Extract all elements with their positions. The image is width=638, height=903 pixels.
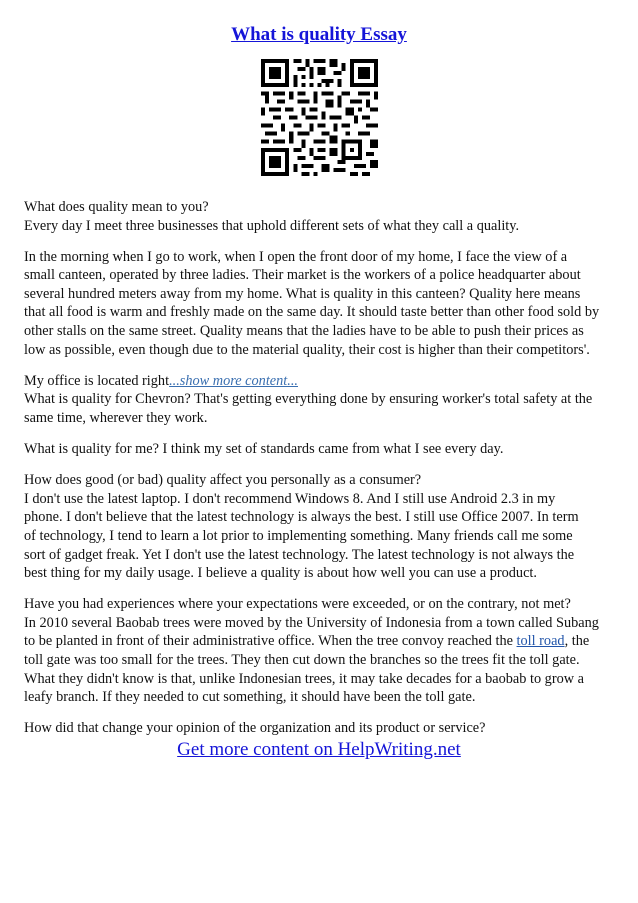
text-line <box>24 632 616 651</box>
text-line: What they didn't know is that, unlike Indonesian trees, it may take decades for a baobab to grow a <box>24 670 584 687</box>
text-line: low as possible, even though due to the material quality, their cost is higher than their competitors'. <box>24 341 590 358</box>
text-line: In the morning when I go to work, when I open the front door of my home, I face the view of a <box>24 248 568 265</box>
text-line: Have you had experiences where your expectations were exceeded, or on the contrary, not met? <box>24 596 571 613</box>
text-line: other stalls on the same street. Quality means that the ladies have to be able to push their prices as <box>24 323 584 340</box>
text-line: of technology, I tend to learn a lot prior to implementing something. Many friends call me some <box>24 527 573 544</box>
paragraph-standards <box>24 440 616 459</box>
text-line: What is quality for me? I think my set of standards came from what I see every day. <box>24 441 504 458</box>
text-line: How did that change your opinion of the organization and its product or service? <box>24 720 486 737</box>
text-line: What is quality for Chevron? That's getting everything done by ensuring worker's total safety at the <box>24 391 593 408</box>
text-fragment: My office is located right <box>24 372 170 389</box>
text-line: toll gate was too small for the trees. They then cut down the branches so the trees fit the toll gate. <box>24 651 580 668</box>
text-line: In 2010 several Baobab trees were moved by the University of Indonesia from a town called Subang <box>24 614 599 631</box>
text-line: Every day I meet three businesses that uphold different sets of what they call a quality. <box>24 217 520 234</box>
text-fragment: to be planted in front of their administrative office. When the tree convoy reached the <box>24 633 517 650</box>
text-line: I don't use the latest laptop. I don't recommend Windows 8. And I still use Android 2.3 in my <box>24 490 556 507</box>
toll-road-link[interactable]: toll road <box>516 633 565 650</box>
text-line: How does good (or bad) quality affect you personally as a consumer? <box>24 472 422 489</box>
text-line: What does quality mean to you? <box>24 199 209 215</box>
paragraph-intro <box>24 198 616 235</box>
text-line: same time, wherever they work. <box>24 409 208 426</box>
document-title[interactable]: What is quality Essay <box>231 24 407 45</box>
text-line: phone. I don't believe that the latest technology is always the best. I still use Office 2007. In term <box>24 509 579 526</box>
text-line: small canteen, operated by three ladies. Their market is the workers of a police headquarter about <box>24 267 581 284</box>
get-more-content-link[interactable]: Get more content on HelpWriting.net <box>177 739 461 760</box>
paragraph-canteen <box>24 248 616 360</box>
text-line: best thing for my daily usage. I believe a quality is about how well you can use a product. <box>24 565 537 582</box>
paragraph-office <box>24 372 616 428</box>
show-more-link[interactable]: ...show more content... <box>169 372 298 389</box>
paragraph-closing-question <box>24 719 616 738</box>
essay-body <box>24 198 616 750</box>
text-line: that all food is warm and freshly made on the same day. It should taste better than other food sold by <box>24 304 600 321</box>
text-fragment: , the <box>564 633 590 650</box>
text-line: leafy branch. If they needed to cut something, it should have been the toll gate. <box>24 689 476 706</box>
paragraph-consumer <box>24 471 616 583</box>
text-line: sort of gadget freak. Yet I don't use the latest technology. The latest technology is not always the <box>24 546 575 563</box>
paragraph-baobab <box>24 595 616 707</box>
text-line: several hundred meters away from my home. What is quality in this canteen? Quality here means <box>24 285 581 302</box>
qr-code-image <box>261 59 378 176</box>
text-line <box>24 372 616 391</box>
